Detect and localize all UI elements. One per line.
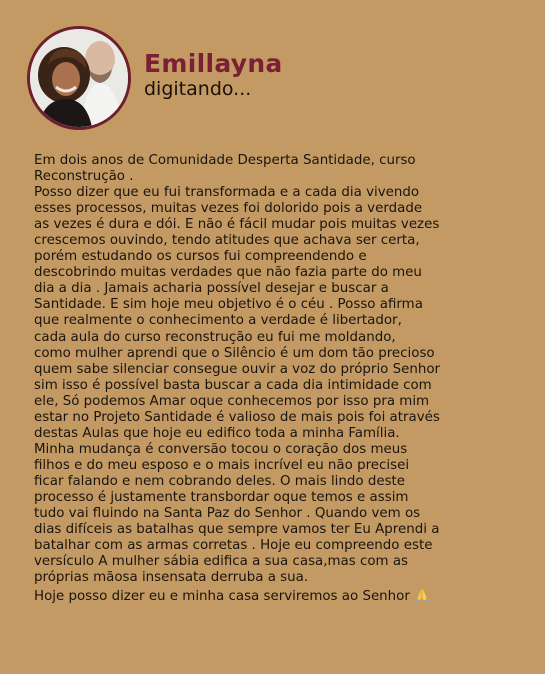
profile-photo-couple	[30, 29, 128, 127]
typing-status: digitando...	[144, 78, 252, 100]
folded-hands-icon	[413, 586, 431, 607]
contact-avatar[interactable]	[27, 26, 131, 130]
message-text	[34, 153, 524, 607]
message-closing-text: Hoje posso dizer eu e minha casa serviremos ao Senhor	[34, 589, 410, 605]
message-paragraph: Minha mudança é conversão tocou o coração dos meus filhos e do meu esposo e o mais incrível eu não precisei ficar falando e nem cobrando deles. O mais lindo deste processo é justamente transbordar oque temos e assim tudo vai fluindo na Santa Paz do Senhor . Quando vem os dias difíceis as batalhas que sempre vamos ter Eu Aprendi a batalhar com as armas corretas . Hoje eu compreendo este versículo A mulher sábia edifica a sua casa,mas com as próprias mãosa insensata derruba a sua.	[34, 441, 440, 586]
contact-info	[144, 49, 283, 101]
contact-header	[27, 26, 283, 130]
message-closing-line	[34, 586, 524, 607]
message-paragraph: Em dois anos de Comunidade Desperta Santidade, curso Reconstrução .	[34, 153, 416, 185]
contact-name[interactable]: Emillayna	[144, 49, 283, 78]
message-paragraph: Posso dizer que eu fui transformada e a cada dia vivendo esses processos, muitas vezes foi dolorido pois a verdade as vezes é dura e dói. E não é fácil mudar pois muitas vezes crescemos ouvindo, tendo atitudes que achava ser certa, porém estudando os cursos fui compreendendo e descobrindo muitas verdades que não fazia parte do meu dia a dia . Jamais acharia possível desejar e buscar a Santidade. E sim hoje meu objetivo é o céu . Posso afirma que realmente o conhecimento a verdade é libertador, cada aula do curso reconstrução eu fui me moldando, como mulher aprendi que o Silêncio é um dom tão precioso quem sabe silenciar consegue ouvir a voz do próprio Senhor sim isso é possível basta buscar a cada dia intimidade com ele, Só podemos Amar oque conhecemos por isso pra mim estar no Projeto Santidade é valioso de mais pois foi através destas Aulas que hoje eu edifico toda a minha Família.	[34, 185, 441, 441]
